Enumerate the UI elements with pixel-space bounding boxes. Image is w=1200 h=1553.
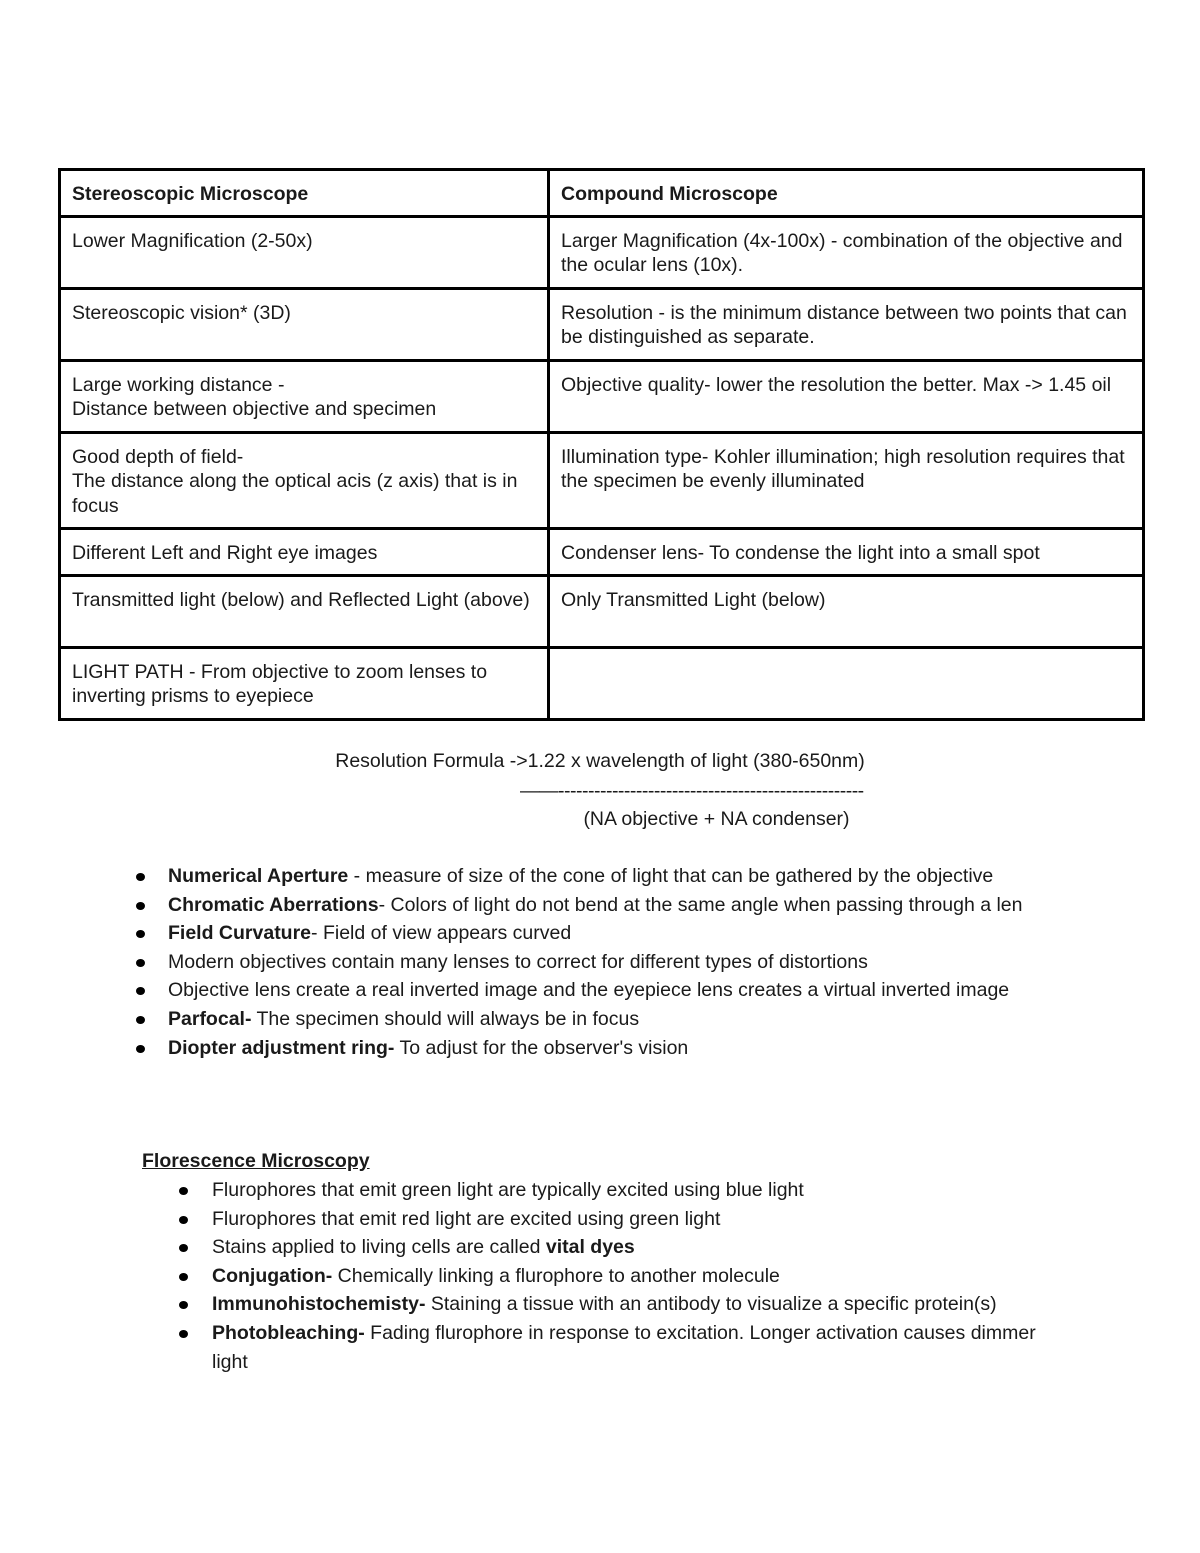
bullet-term: Field Curvature — [168, 922, 312, 945]
florescence-bullet-list — [212, 1176, 1072, 1376]
list-item — [212, 1290, 1072, 1319]
bullet-term: vital dyes — [545, 1236, 635, 1259]
compound-cell: Illumination type- Kohler illumination; high resolution requires that the specimen be evenly illuminated — [549, 432, 1144, 528]
resolution-formula-numerator: Resolution Formula ->1.22 x wavelength of light (380-650nm) — [335, 750, 865, 772]
bullet-text: The specimen should will always be in focus — [251, 1007, 640, 1030]
list-item — [168, 862, 1048, 891]
compound-cell: Resolution - is the minimum distance between two points that can be distinguished as separate. — [549, 288, 1144, 360]
bullet-term: Parfocal- — [168, 1007, 252, 1030]
bullet-text: Objective lens create a real inverted image and the eyepiece lens creates a virtual inverted image — [168, 979, 1010, 1002]
list-item — [168, 891, 1048, 920]
compound-cell — [549, 647, 1144, 719]
stereo-cell: Good depth of field- The distance along the optical acis (z axis) that is in focus — [60, 432, 549, 528]
table-row — [60, 528, 1144, 575]
list-item — [168, 948, 1048, 977]
bullet-term: Photobleaching- — [212, 1321, 365, 1344]
list-item — [212, 1319, 1072, 1376]
bullet-term: Numerical Aperture — [168, 865, 349, 887]
compound-cell: Condenser lens- To condense the light into a small spot — [549, 528, 1144, 575]
compound-cell: Only Transmitted Light (below) — [549, 575, 1144, 647]
list-item — [168, 976, 1048, 1005]
bullet-icon — [179, 1244, 188, 1252]
microscope-comparison-table — [58, 168, 1145, 721]
list-item — [168, 1005, 1048, 1034]
table-row — [60, 647, 1144, 719]
bullet-term: Chromatic Aberrations — [168, 893, 379, 916]
list-item — [212, 1233, 1072, 1262]
bullet-icon — [136, 1045, 145, 1053]
stereo-cell: Transmitted light (below) and Reflected Light (above) — [60, 575, 549, 647]
bullet-icon — [179, 1273, 188, 1281]
bullet-term: Immunohistochemisty- — [212, 1293, 426, 1316]
bullet-icon — [136, 1016, 145, 1024]
bullet-icon — [136, 959, 145, 967]
header-compound: Compound Microscope — [549, 170, 1144, 217]
bullet-icon — [179, 1330, 188, 1338]
bullet-text: - Colors of light do not bend at the same angle when passing through a len — [378, 893, 1023, 916]
optics-bullet-list — [168, 862, 1048, 1062]
bullet-text: Flurophores that emit red light are excited using green light — [212, 1207, 721, 1230]
bullet-term: Diopter adjustment ring- — [168, 1036, 395, 1059]
bullet-icon — [136, 930, 145, 938]
list-item — [212, 1262, 1072, 1291]
bullet-text: Fading flurophore in response to excitation. Longer activation causes dimmer light — [212, 1321, 1036, 1373]
stereo-cell: Different Left and Right eye images — [60, 528, 549, 575]
bullet-icon — [179, 1301, 188, 1309]
table-row — [60, 288, 1144, 360]
bullet-text: Flurophores that emit green light are typically excited using blue light — [212, 1179, 804, 1201]
resolution-formula-denominator: (NA objective + NA condenser) — [583, 808, 850, 830]
bullet-icon — [136, 902, 145, 910]
bullet-text: To adjust for the observer's vision — [394, 1036, 689, 1059]
compound-cell: Larger Magnification (4x-100x) - combination of the objective and the ocular lens (10x). — [549, 216, 1144, 288]
bullet-icon — [179, 1216, 188, 1224]
bullet-text: Staining a tissue with an antibody to visualize a specific protein(s) — [425, 1293, 997, 1316]
resolution-formula-divider: ——--------------------------------------------------- — [520, 780, 864, 802]
bullet-text: - Field of view appears curved — [311, 922, 572, 945]
list-item — [212, 1176, 1072, 1205]
bullet-text: - measure of size of the cone of light that can be gathered by the objective — [348, 865, 994, 887]
stereo-cell: Lower Magnification (2-50x) — [60, 216, 549, 288]
bullet-icon — [136, 873, 145, 881]
list-item — [168, 919, 1048, 948]
table-row — [60, 360, 1144, 432]
list-item — [212, 1205, 1072, 1234]
table-row — [60, 432, 1144, 528]
bullet-text: Stains applied to living cells are called — [212, 1236, 546, 1259]
stereo-cell: LIGHT PATH - From objective to zoom lenses to inverting prisms to eyepiece — [60, 647, 549, 719]
stereo-cell: Large working distance - Distance between objective and specimen — [60, 360, 549, 432]
bullet-term: Conjugation- — [212, 1264, 333, 1287]
list-item — [168, 1034, 1048, 1063]
compound-cell: Objective quality- lower the resolution the better. Max -> 1.45 oil — [549, 360, 1144, 432]
bullet-text: Chemically linking a flurophore to another molecule — [332, 1264, 780, 1287]
stereo-cell: Stereoscopic vision* (3D) — [60, 288, 549, 360]
header-stereoscopic: Stereoscopic Microscope — [60, 170, 549, 217]
table-row — [60, 216, 1144, 288]
table-header-row — [60, 170, 1144, 217]
table-row — [60, 575, 1144, 647]
bullet-text: Modern objectives contain many lenses to correct for different types of distortions — [168, 950, 868, 973]
florescence-heading: Florescence Microscopy — [142, 1150, 370, 1172]
bullet-icon — [179, 1187, 188, 1195]
bullet-icon — [136, 987, 145, 995]
